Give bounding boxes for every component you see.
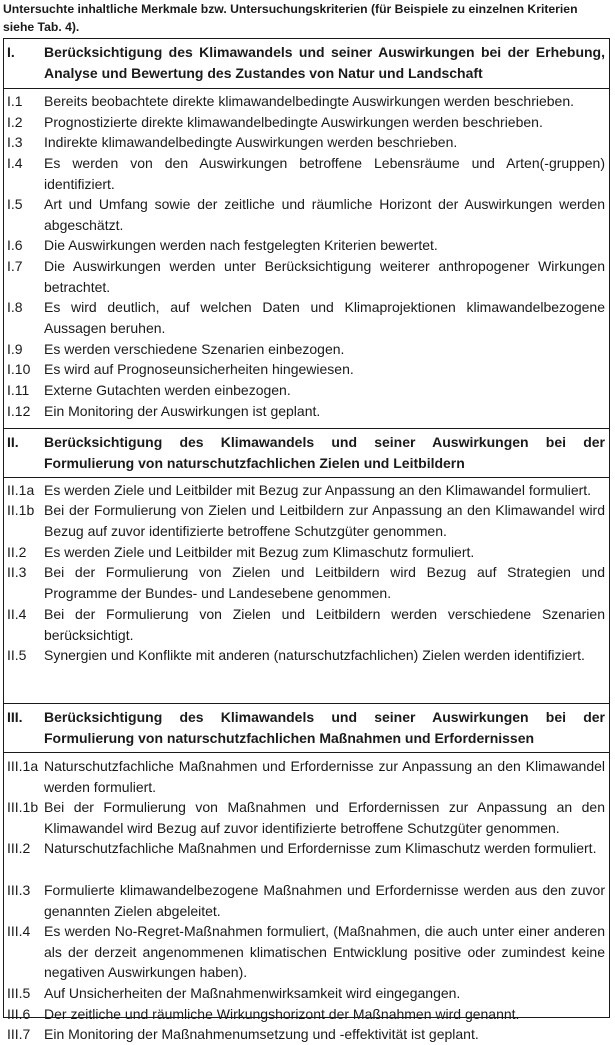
criterion-code: II.5 bbox=[7, 647, 27, 663]
criterion-text: Ein Monitoring der Maßnahmenumsetzung und -effektivität ist geplant. bbox=[44, 1026, 479, 1042]
criterion-text: Bei der Formulierung von Zielen und Leitbildern zur Anpassung an den Klimawandel wird Bezug auf zuvor identifizierte betroffene Schutzgüter genommen. bbox=[44, 502, 605, 539]
criterion-code: I.6 bbox=[7, 237, 23, 253]
criterion-code: I.4 bbox=[7, 155, 23, 171]
section-header bbox=[4, 39, 609, 89]
criterion-code: I.5 bbox=[7, 196, 23, 212]
section-header bbox=[4, 704, 609, 753]
criterion-code: III.1b bbox=[7, 799, 39, 815]
criterion-code: III.7 bbox=[7, 1026, 31, 1042]
criterion-code: II.1b bbox=[7, 502, 35, 518]
table-caption: Untersuchte inhaltliche Merkmale bzw. Untersuchungskriterien (für Beispiele zu einzelnen Kriterien siehe Tab. 4). bbox=[3, 2, 578, 34]
criterion-text: Bei der Formulierung von Maßnahmen und Erfordernissen zur Anpassung an den Klimawandel wird Bezug auf zuvor identifizierte betroffene Schutzgüter genommen. bbox=[44, 799, 605, 836]
criterion-text: Prognostizierte direkte klimawandelbedingte Auswirkungen werden beschrieben. bbox=[44, 114, 543, 130]
criterion-text: Naturschutzfachliche Maßnahmen und Erfordernisse zur Anpassung an den Klimawandel werden formuliert. bbox=[44, 758, 605, 795]
section-1 bbox=[4, 39, 609, 428]
criterion-text: Art und Umfang sowie der zeitliche und räumliche Horizont der Auswirkungen werden abgeschätzt. bbox=[44, 196, 605, 233]
section-title: Berücksichtigung des Klimawandels und seiner Auswirkungen bei der Formulierung von naturschutzfachlichen Maßnahmen und Erfordernissen bbox=[44, 709, 605, 746]
criterion-text: Die Auswirkungen werden unter Berücksichtigung weiterer anthropogener Wirkungen betrachtet. bbox=[44, 258, 605, 295]
criterion-code: I.2 bbox=[7, 114, 23, 130]
criterion-code: III.1a bbox=[7, 758, 39, 774]
criterion-text: Synergien und Konflikte mit anderen (naturschutzfachlichen) Zielen werden identifiziert. bbox=[44, 647, 585, 663]
criterion-code: III.5 bbox=[7, 985, 31, 1001]
criterion-text: Bei der Formulierung von Zielen und Leitbildern werden verschiedene Szenarien berücksichtigt. bbox=[44, 606, 605, 643]
criterion-code: I.9 bbox=[7, 341, 23, 357]
criterion-text: Es werden No-Regret-Maßnahmen formuliert, (Maßnahmen, die auch unter einer anderen als der derzeit angenommenen klimatischen Entwicklung positive oder zumindest keine negativen Auswirkungen haben). bbox=[44, 923, 605, 980]
criterion-text: Der zeitliche und räumliche Wirkungshorizont der Maßnahmen wird genannt. bbox=[44, 1006, 520, 1022]
section-header bbox=[4, 429, 609, 478]
criterion-code: II.2 bbox=[7, 544, 27, 560]
criterion-code: I.1 bbox=[7, 93, 23, 109]
criterion-code: III.2 bbox=[7, 840, 31, 856]
criterion-code: II.4 bbox=[7, 606, 27, 622]
criterion-text: Es werden von den Auswirkungen betroffene Lebensräume und Arten(-gruppen) identifiziert. bbox=[44, 155, 605, 192]
criterion-text: Externe Gutachten werden einbezogen. bbox=[44, 382, 291, 398]
criterion-code: I.8 bbox=[7, 299, 23, 315]
criterion-text: Es wird auf Prognoseunsicherheiten hingewiesen. bbox=[44, 361, 354, 377]
criteria-table bbox=[3, 38, 610, 1042]
criterion-text: Es werden Ziele und Leitbilder mit Bezug zur Anpassung an den Klimawandel formuliert. bbox=[44, 482, 592, 498]
criterion-text: Naturschutzfachliche Maßnahmen und Erfordernisse zum Klimaschutz werden formuliert. bbox=[44, 840, 597, 856]
criterion-text: Bereits beobachtete direkte klimawandelbedingte Auswirkungen werden beschrieben. bbox=[44, 93, 574, 109]
criterion-code: I.12 bbox=[7, 403, 31, 419]
criterion-code: III.4 bbox=[7, 923, 31, 939]
criterion-text: Es werden verschiedene Szenarien einbezogen. bbox=[44, 341, 345, 357]
section-2 bbox=[4, 428, 609, 704]
criterion-code: II.3 bbox=[7, 564, 27, 580]
section-number: I. bbox=[7, 44, 15, 60]
section-title: Berücksichtigung des Klimawandels und seiner Auswirkungen bei der Erhebung, Analyse und Bewertung des Zustandes von Natur und Landschaft bbox=[44, 44, 605, 81]
criterion-text: Die Auswirkungen werden nach festgelegten Kriterien bewertet. bbox=[44, 237, 438, 253]
section-title: Berücksichtigung des Klimawandels und seiner Auswirkungen bei der Formulierung von naturschutzfachlichen Zielen und Leitbildern bbox=[44, 434, 605, 471]
section-number: III. bbox=[7, 709, 23, 725]
section-number: II. bbox=[7, 434, 19, 450]
criterion-text: Ein Monitoring der Auswirkungen ist geplant. bbox=[44, 403, 321, 419]
criterion-code: I.7 bbox=[7, 258, 23, 274]
criterion-text: Indirekte klimawandelbedingte Auswirkungen werden beschrieben. bbox=[44, 134, 458, 150]
criterion-text: Bei der Formulierung von Zielen und Leitbildern wird Bezug auf Strategien und Programme der Bundes- und Landesebene genommen. bbox=[44, 564, 605, 601]
criterion-text: Es wird deutlich, auf welchen Daten und Klimaprojektionen klimawandelbezogene Aussagen beruhen. bbox=[44, 299, 605, 336]
criterion-code: I.3 bbox=[7, 134, 23, 150]
criterion-text: Formulierte klimawandelbezogene Maßnahmen und Erfordernisse werden aus den zuvor genannten Zielen abgeleitet. bbox=[44, 882, 605, 919]
criterion-text: Es werden Ziele und Leitbilder mit Bezug zum Klimaschutz formuliert. bbox=[44, 544, 475, 560]
criterion-code: I.10 bbox=[7, 361, 31, 377]
section-3 bbox=[4, 703, 609, 1042]
criterion-code: I.11 bbox=[7, 382, 30, 398]
criterion-text: Auf Unsicherheiten der Maßnahmenwirksamkeit wird eingegangen. bbox=[44, 985, 461, 1001]
criterion-code: III.3 bbox=[7, 882, 31, 898]
criterion-code: II.1a bbox=[7, 482, 35, 498]
criterion-code: III.6 bbox=[7, 1006, 31, 1022]
